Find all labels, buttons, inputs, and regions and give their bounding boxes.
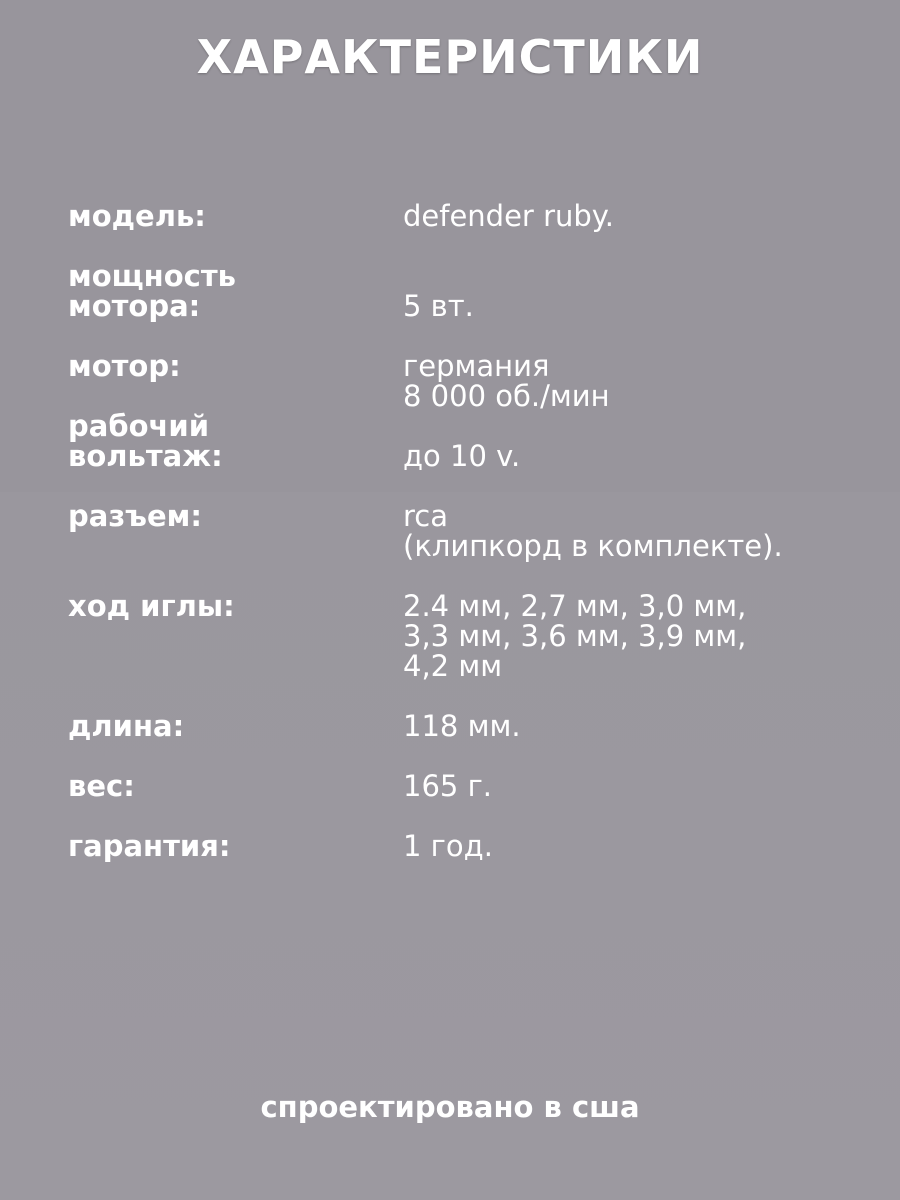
spec-value-line: 3,3 мм, 3,6 мм, 3,9 мм, bbox=[403, 619, 747, 653]
spec-value-line: германия bbox=[403, 349, 550, 383]
spec-value-line: defender ruby. bbox=[403, 199, 615, 233]
spec-label-model bbox=[68, 201, 206, 231]
spec-value-voltage bbox=[403, 441, 520, 471]
spec-label-line: вес: bbox=[68, 769, 135, 803]
spec-label-motor bbox=[68, 351, 181, 381]
spec-label-line: длина: bbox=[68, 709, 185, 743]
spec-label-line: мотора: bbox=[68, 289, 201, 323]
spec-value-connector bbox=[403, 501, 783, 561]
spec-value-line: 4,2 мм bbox=[403, 649, 503, 683]
spec-label-line: модель: bbox=[68, 199, 206, 233]
spec-value-warranty bbox=[403, 831, 493, 861]
spec-value-line: 118 мм. bbox=[403, 709, 521, 743]
footer-note: спроектировано в сша bbox=[260, 1090, 640, 1124]
spec-label-stroke bbox=[68, 591, 235, 621]
spec-value-line: 8 000 об./мин bbox=[403, 379, 610, 413]
spec-label-line: ход иглы: bbox=[68, 589, 235, 623]
spec-label-voltage bbox=[68, 411, 223, 471]
spec-value-line: 5 вт. bbox=[403, 289, 474, 323]
spec-value-stroke bbox=[403, 591, 746, 681]
spec-value-weight bbox=[403, 771, 492, 801]
spec-label-motor-power bbox=[68, 261, 236, 321]
page-title: ХАРАКТЕРИСТИКИ bbox=[196, 30, 704, 84]
spec-label-line: гарантия: bbox=[68, 829, 231, 863]
spec-value-line: до 10 v. bbox=[403, 439, 521, 473]
spec-label-line: рабочий bbox=[68, 409, 210, 443]
spec-value-motor bbox=[403, 351, 610, 411]
spec-label-line: мотор: bbox=[68, 349, 181, 383]
spec-label-line: разъем: bbox=[68, 499, 202, 533]
spec-label-line: вольтаж: bbox=[68, 439, 223, 473]
spec-value-length bbox=[403, 711, 521, 741]
spec-label-weight bbox=[68, 771, 135, 801]
spec-label-line: мощность bbox=[68, 259, 236, 293]
spec-value-line: 165 г. bbox=[403, 769, 493, 803]
spec-value-model bbox=[403, 201, 614, 231]
spec-value-line: 1 год. bbox=[403, 829, 493, 863]
spec-value-line: 2.4 мм, 2,7 мм, 3,0 мм, bbox=[403, 589, 747, 623]
spec-value-motor-power bbox=[403, 291, 474, 321]
spec-label-warranty bbox=[68, 831, 230, 861]
spec-label-length bbox=[68, 711, 184, 741]
spec-value-line: rca bbox=[403, 499, 449, 533]
spec-value-line: (клипкорд в комплекте). bbox=[403, 529, 783, 563]
spec-label-connector bbox=[68, 501, 202, 531]
